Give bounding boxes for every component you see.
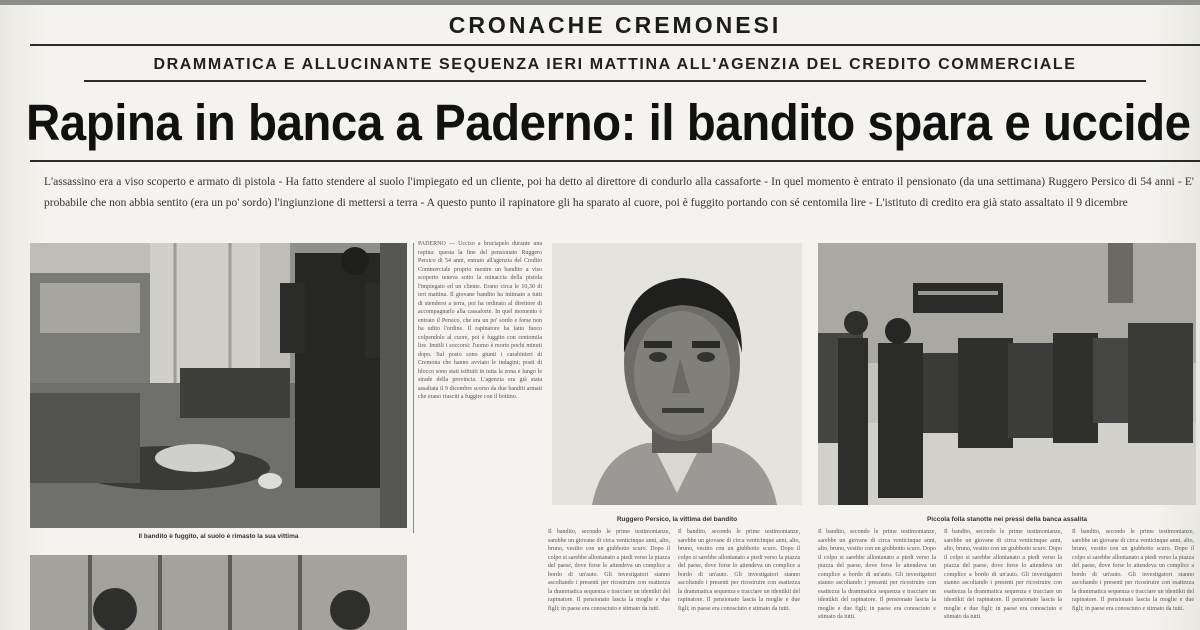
section-title: CRONACHE CREMONESI (448, 12, 782, 38)
article-column-2: Il bandito, secondo le prime testimonianze, sarebbe un giovane di circa venticinque anni, alto, bruno, vestito con un giubbotto scuro. Dopo il colpo si sarebbe allontanato a piedi verso la piazza del paese, dove forse lo attendeva un complice a bordo di un'auto. Gli investigatori stanno ascoltando i presenti per ricostruire con esattezza la drammatica sequenza e tracciare un identikit del rapinatore. Il pensionato lascia la moglie e due figli; in paese era conosciuto e stimato da tutti. (548, 529, 670, 612)
article-column-3: Il bandito, secondo le prime testimonianze, sarebbe un giovane di circa venticinque anni, alto, bruno, vestito con un giubbotto scuro. Dopo il colpo si sarebbe allontanato a piedi verso la piazza del paese, dove forse lo attendeva un complice a bordo di un'auto. Gli investigatori stanno ascoltando i presenti per ricostruire con esattezza la drammatica sequenza e tracciare un identikit del rapinatore. Il pensionato lascia la moglie e due figli; in paese era conosciuto e stimato da tutti. (678, 529, 800, 612)
summary-lead: L'assassino era a viso scoperto e armato di pistola - Ha fatto stendere al suolo l'impiegato ed un cliente, poi ha detto al direttore di condurlo alla cassaforte - In quel momento è entrato il pensionato (da una settimana) Ruggero Persico di 54 anni - E' probabile che non abbia sentito (era un po' sordo) l'ingiunzione di mettersi a terra - A questo punto il rapinatore gli ha sparato al cuore, poi è fuggito portando con sé centomila lire - L'istituto di credito era già stato assaltato il 9 dicembre (44, 176, 1194, 209)
kicker-rule (84, 80, 1146, 82)
photo-bank-scene (30, 243, 407, 528)
caption-scene: Il bandito è fuggito, al suolo è rimasto la sua vittima (138, 533, 299, 540)
caption-crowd: Piccola folla stanotte nei pressi della banca assalita (926, 516, 1088, 523)
article-column-5: Il bandito, secondo le prime testimonianze, sarebbe un giovane di circa venticinque anni, alto, bruno, vestito con un giubbotto scuro. Dopo il colpo si sarebbe allontanato a piedi verso la piazza del paese, dove forse lo attendeva un complice a bordo di un'auto. Gli investigatori stanno ascoltando i presenti per ricostruire con esattezza la drammatica sequenza e tracciare un identikit del rapinatore. Il pensionato lascia la moglie e due figli; in paese era conosciuto e stimato da tutti. (944, 529, 1062, 620)
photo-portrait (552, 243, 802, 505)
article-column-4: Il bandito, secondo le prime testimonianze, sarebbe un giovane di circa venticinque anni, alto, bruno, vestito con un giubbotto scuro. Dopo il colpo si sarebbe allontanato a piedi verso la piazza del paese, dove forse lo attendeva un complice a bordo di un'auto. Gli investigatori stanno ascoltando i presenti per ricostruire con esattezza la drammatica sequenza e tracciare un identikit del rapinatore. Il pensionato lascia la moglie e due figli; in paese era conosciuto e stimato da tutti. (818, 529, 936, 620)
photo-lower (30, 555, 407, 630)
headline-rule (30, 160, 1200, 162)
column-separator (413, 243, 414, 533)
article-column-6: Il bandito, secondo le prime testimonianze, sarebbe un giovane di circa venticinque anni, alto, bruno, vestito con un giubbotto scuro. Dopo il colpo si sarebbe allontanato a piedi verso la piazza del paese, dove forse lo attendeva un complice a bordo di un'auto. Gli investigatori stanno ascoltando i presenti per ricostruire con esattezza la drammatica sequenza e tracciare un identikit del rapinatore. Il pensionato lascia la moglie e due figli; in paese era conosciuto e stimato da tutti. (1072, 529, 1194, 612)
headline: Rapina in banca a Paderno: il bandito spara e uccide (26, 94, 1191, 151)
caption-portrait: Ruggero Persico, la vittima del bandito (616, 516, 738, 523)
top-border (0, 0, 1200, 5)
kicker: DRAMMATICA E ALLUCINANTE SEQUENZA IERI MATTINA ALL'AGENZIA DEL CREDITO COMMERCIALE (153, 56, 1077, 73)
section-rule (30, 44, 1200, 46)
photo-crowd (818, 243, 1196, 505)
article-column-1: PADERNO — Ucciso a bruciapelo durante una rapina: questa la fine del pensionato Ruggero Persico di 54 anni, entrato all'agenzia del Credito Commerciale proprio mentre un bandito a viso scoperto teneva sotto la minaccia della pistola l'impiegato ed un cliente. Erano circa le 10,30 di ieri mattina. Il giovane bandito ha intimato a tutti di stendersi a terra, poi ha ordinato al direttore di accompagnarlo alla cassaforte. In quel momento è entrato il Persico, che era un po' sordo e forse non ha udito l'ordine. Il rapinatore ha fatto fuoco colpendolo al cuore, poi è fuggito con centomila lire. Inutili i soccorsi: l'uomo è morto pochi minuti dopo. Sul posto sono giunti i carabinieri di Cremona che hanno avviato le indagini; posti di blocco sono stati istituiti in tutta la zona e lungo le strade della provincia. L'agenzia era già stata assaltata il 9 dicembre scorso da due banditi armati che erano riusciti a fuggire con il bottino. (418, 241, 542, 400)
